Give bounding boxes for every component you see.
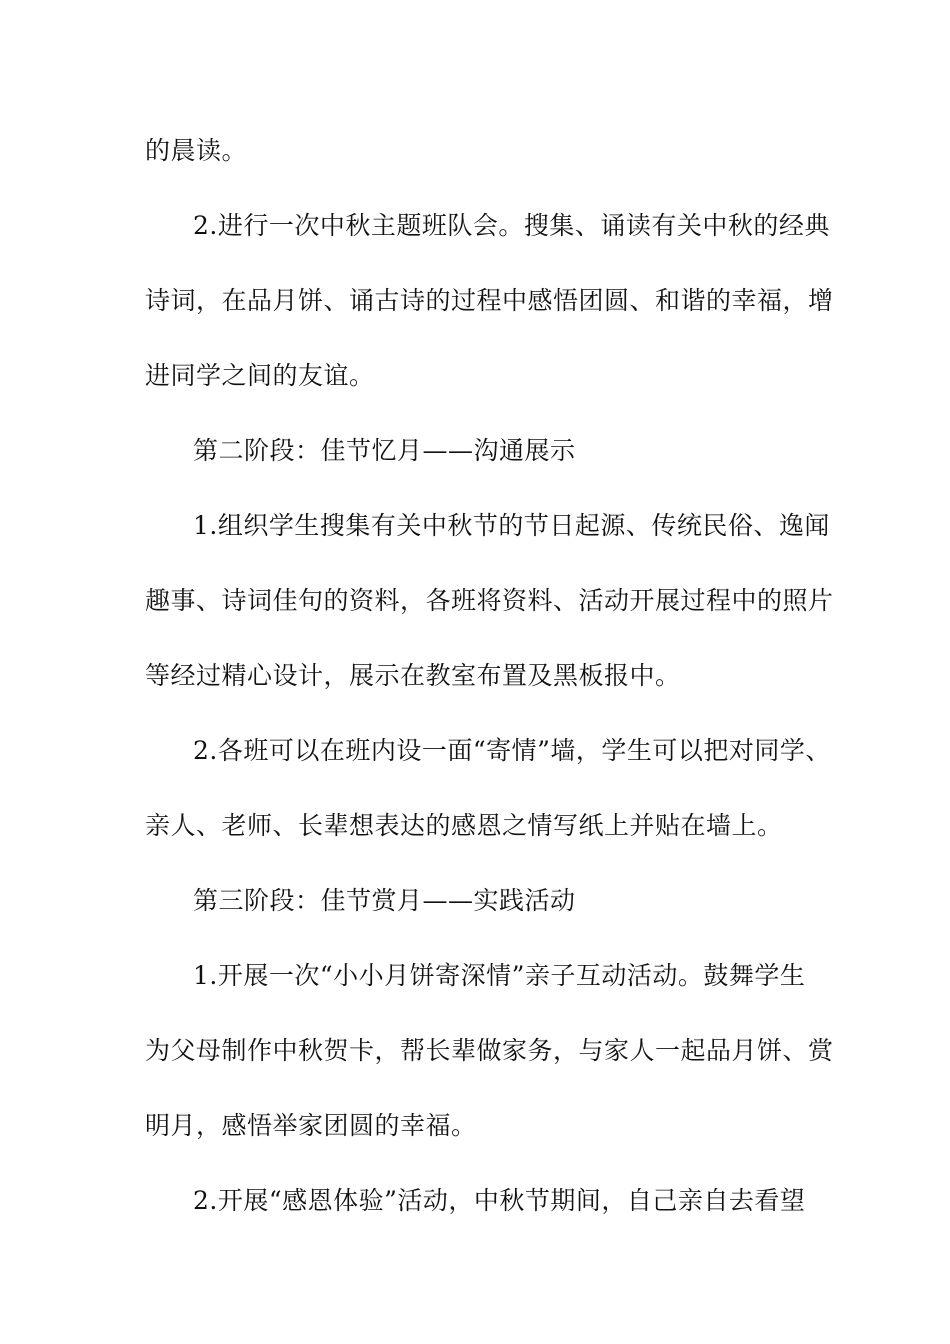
text-line: 趣事、诗词佳句的资料，各班将资料、活动开展过程中的照片 (145, 586, 834, 615)
text-line: 2.开展“感恩体验”活动，中秋节期间，自己亲自去看望 (193, 1186, 806, 1215)
text-line: 明月，感悟举家团圆的幸福。 (145, 1111, 477, 1140)
text-line: 进同学之间的友谊。 (145, 361, 375, 390)
text-line: 2.进行一次中秋主题班队会。搜集、诵读有关中秋的经典 (193, 211, 830, 240)
text-line: 2.各班可以在班内设一面“寄情”墙，学生可以把对同学、 (193, 736, 831, 765)
text-line: 的晨读。 (145, 136, 248, 165)
text-line: 等经过精心设计，展示在教室布置及黑板报中。 (145, 661, 681, 690)
section-heading: 第二阶段：佳节忆月——沟通展示 (193, 436, 576, 465)
section-heading: 第三阶段：佳节赏月——实践活动 (193, 886, 576, 915)
text-line: 诗词，在品月饼、诵古诗的过程中感悟团圆、和谐的幸福，增 (145, 286, 834, 315)
text-line: 1.开展一次“小小月饼寄深情”亲子互动活动。鼓舞学生 (193, 961, 806, 990)
text-line: 为父母制作中秋贺卡，帮长辈做家务，与家人一起品月饼、赏 (145, 1036, 834, 1065)
text-line: 亲人、老师、长辈想表达的感恩之情写纸上并贴在墙上。 (145, 811, 783, 840)
text-line: 1.组织学生搜集有关中秋节的节日起源、传统民俗、逸闻 (193, 511, 830, 540)
